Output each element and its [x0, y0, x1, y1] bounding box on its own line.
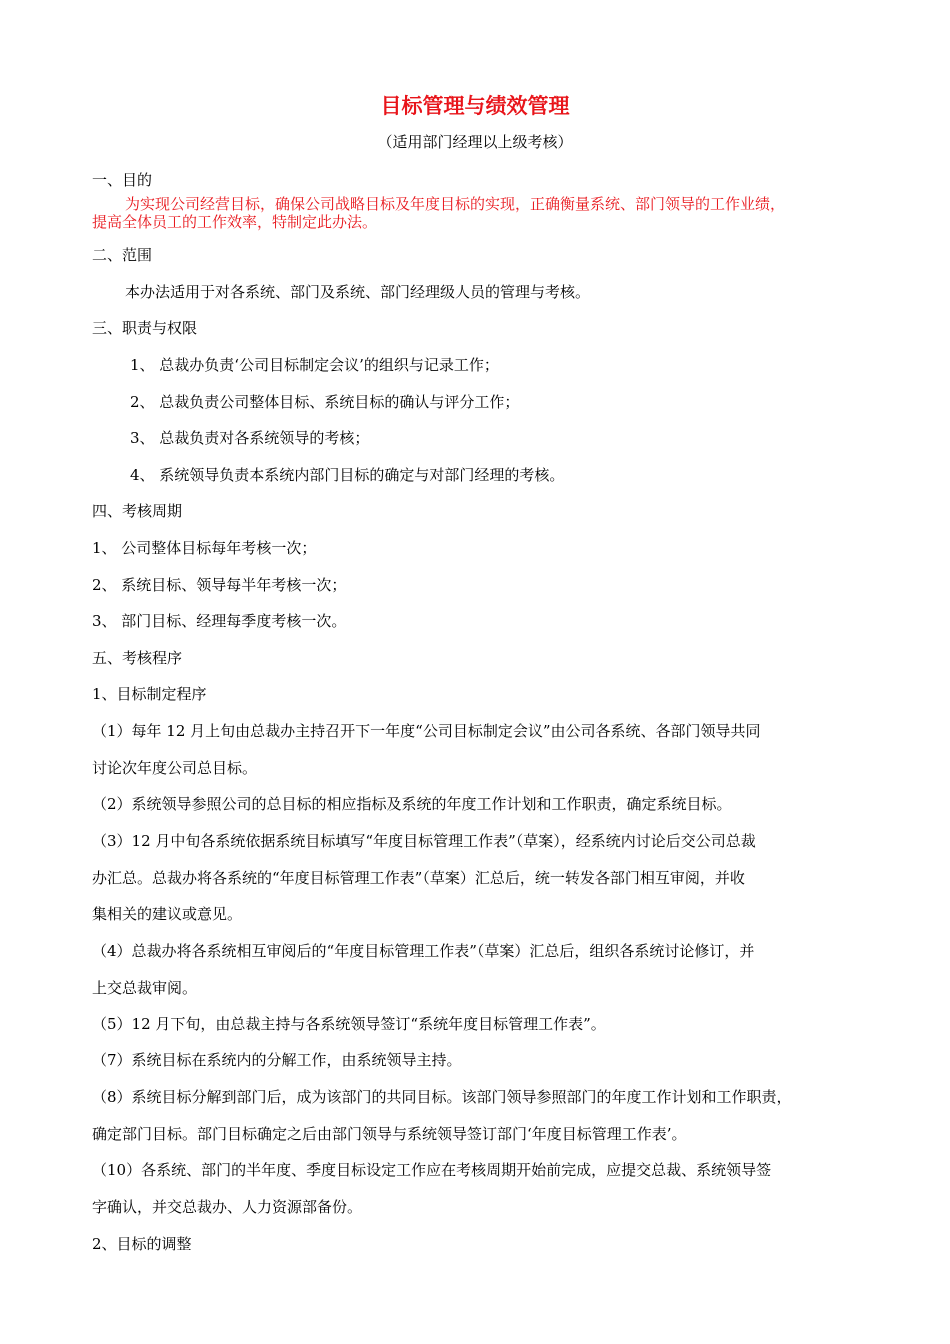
section-heading-cycle: 四、考核周期 — [92, 502, 183, 520]
procedure-line: （3）12 月中旬各系统依据系统目标填写“年度目标管理工作表”（草案），经系统内讨论后交公司总裁 — [92, 832, 756, 850]
procedure-line: （7）系统目标在系统内的分解工作，由系统领导主持。 — [92, 1051, 462, 1069]
responsibility-item: 2、 总裁负责公司整体目标、系统目标的确认与评分工作； — [130, 393, 520, 411]
responsibility-item: 3、 总裁负责对各系统领导的考核； — [130, 429, 370, 447]
procedure-line: 讨论次年度公司总目标。 — [92, 759, 258, 777]
procedure-line: （5）12 月下旬，由总裁主持与各系统领导签订“系统年度目标管理工作表”。 — [92, 1015, 606, 1033]
procedure-sub-heading: 2、目标的调整 — [92, 1235, 192, 1253]
procedure-line: 集相关的建议或意见。 — [92, 905, 243, 923]
procedure-line: 办汇总。总裁办将各系统的“年度目标管理工作表”（草案）汇总后，统一转发各部门相互审阅，并收 — [92, 869, 745, 887]
purpose-text-line-2: 提高全体员工的工作效率，特制定此办法。 — [92, 213, 378, 231]
cycle-item: 2、 系统目标、领导每半年考核一次； — [92, 576, 347, 594]
document-title: 目标管理与绩效管理 — [380, 94, 570, 118]
purpose-text-line-1: 为实现公司经营目标，确保公司战略目标及年度目标的实现，正确衡量系统、部门领导的工作业绩， — [125, 195, 786, 213]
procedure-line: （8）系统目标分解到部门后，成为该部门的共同目标。该部门领导参照部门的年度工作计划和工作职责， — [92, 1088, 792, 1106]
procedure-line: 上交总裁审阅。 — [92, 979, 198, 997]
section-heading-responsibility: 三、职责与权限 — [92, 319, 198, 337]
procedure-line: 字确认，并交总裁办、人力资源部备份。 — [92, 1198, 363, 1216]
scope-text: 本办法适用于对各系统、部门及系统、部门经理级人员的管理与考核。 — [125, 283, 591, 301]
cycle-item: 1、 公司整体目标每年考核一次； — [92, 539, 317, 557]
section-heading-scope: 二、范围 — [92, 246, 153, 264]
procedure-line: （10）各系统、部门的半年度、季度目标设定工作应在考核周期开始前完成，应提交总裁、系统领导签 — [92, 1161, 772, 1179]
procedure-line: （2）系统领导参照公司的总目标的相应指标及系统的年度工作计划和工作职责，确定系统目标。 — [92, 795, 732, 813]
cycle-item: 3、 部门目标、经理每季度考核一次。 — [92, 612, 347, 630]
document-subtitle: （适用部门经理以上级考核） — [377, 133, 573, 151]
section-heading-procedure: 五、考核程序 — [92, 649, 183, 667]
responsibility-item: 4、 系统领导负责本系统内部门目标的确定与对部门经理的考核。 — [130, 466, 565, 484]
procedure-line: （1）每年 12 月上旬由总裁办主持召开下一年度“公司目标制定会议”由公司各系统、各部门领导共同 — [92, 722, 761, 740]
procedure-sub-heading: 1、目标制定程序 — [92, 685, 207, 703]
responsibility-item: 1、 总裁办负责‘公司目标制定会议’的组织与记录工作； — [130, 356, 499, 374]
procedure-line: 确定部门目标。部门目标确定之后由部门领导与系统领导签订部门‘年度目标管理工作表’。 — [92, 1125, 687, 1143]
section-heading-purpose: 一、目的 — [92, 171, 153, 189]
procedure-line: （4）总裁办将各系统相互审阅后的“年度目标管理工作表”（草案）汇总后，组织各系统讨论修订，并 — [92, 942, 755, 960]
